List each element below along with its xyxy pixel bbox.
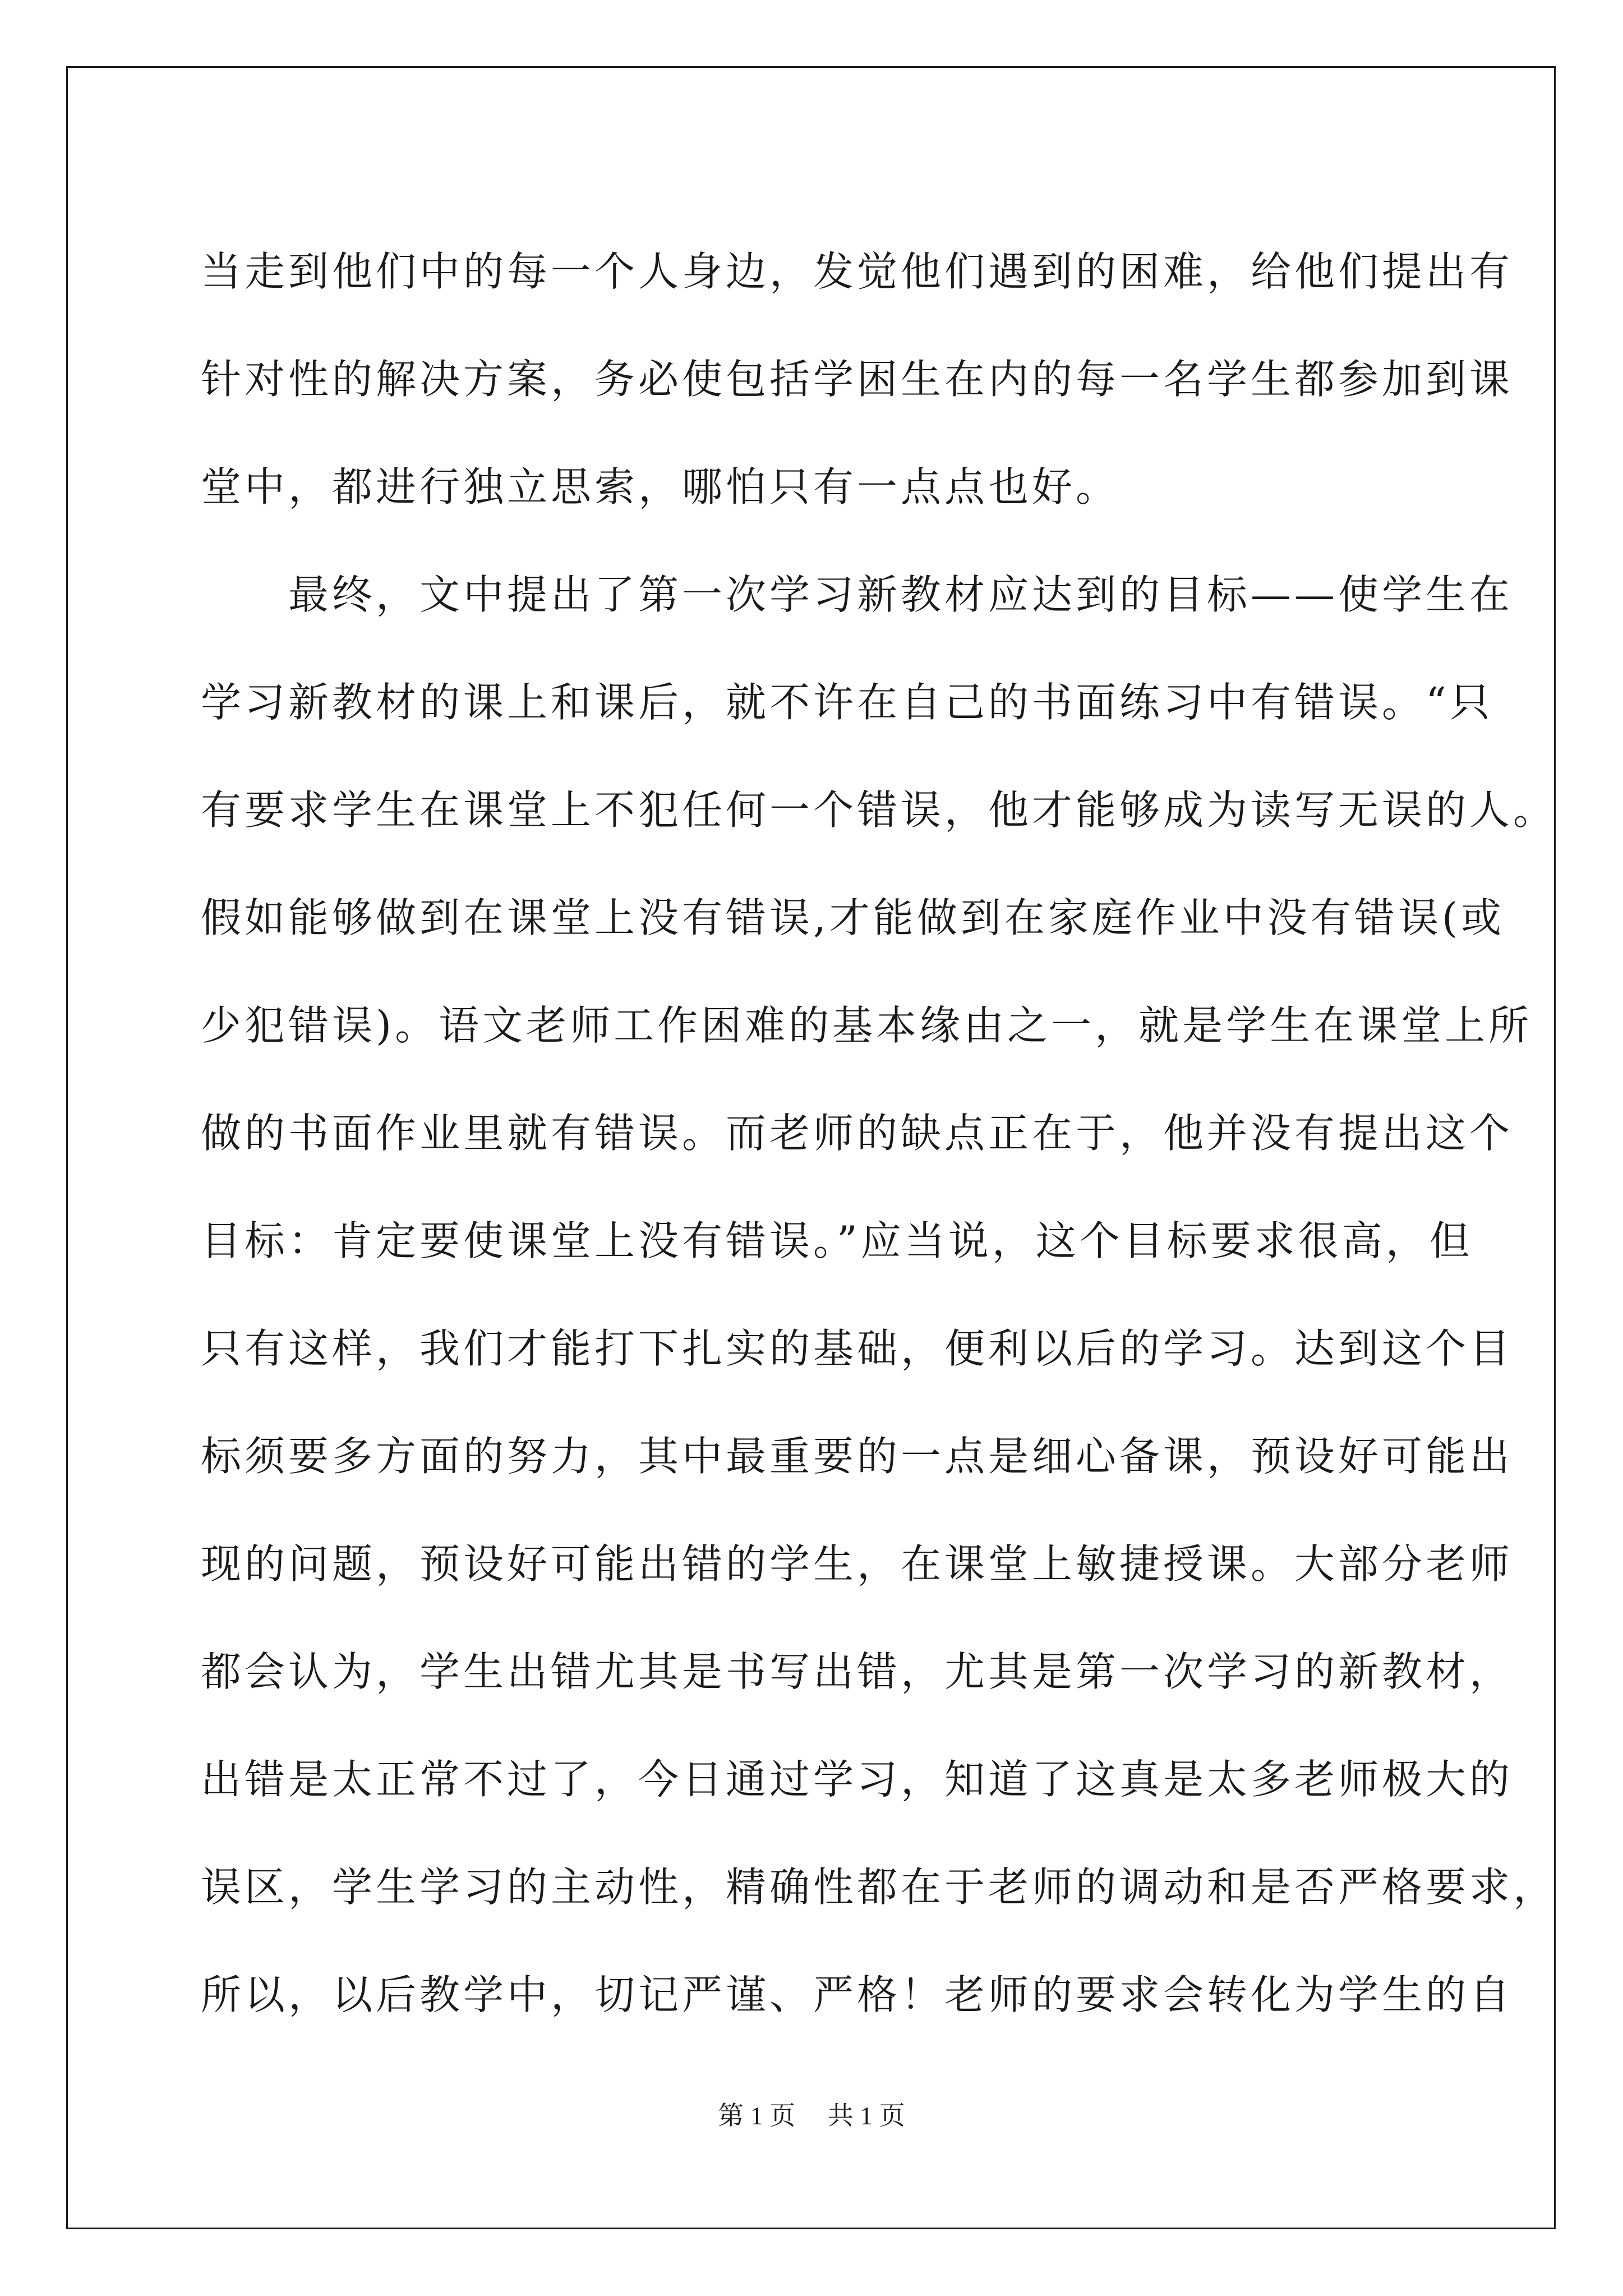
text-line: 最终，文中提出了第一次学习新教材应达到的目标——使学生在 xyxy=(201,571,1514,618)
text-line: 目标：肯定要使课堂上没有错误。”应当说，这个目标要求很高，但 xyxy=(201,1217,1473,1264)
document-body xyxy=(201,218,1557,2049)
text-line: 当走到他们中的每一个人身边，发觉他们遇到的困难，给他们提出有 xyxy=(201,248,1514,295)
text-line: 假如能够做到在课堂上没有错误,才能做到在家庭作业中没有错误(或 xyxy=(201,894,1505,941)
text-line: 少犯错误)。语文老师工作困难的基本缘由之一，就是学生在课堂上所 xyxy=(201,1002,1533,1049)
text-line: 针对性的解决方案，务必使包括学困生在内的每一名学生都参加到课 xyxy=(201,356,1514,403)
text-line: 出错是太正常不过了，今日通过学习，知道了这真是太多老师极大的 xyxy=(201,1756,1514,1803)
text-line: 误区，学生学习的主动性，精确性都在于老师的调动和是否严格要求， xyxy=(201,1864,1557,1911)
text-line: 有要求学生在课堂上不犯任何一个错误，他才能够成为读写无误的人。 xyxy=(201,786,1557,834)
text-line: 现的问题，预设好可能出错的学生，在课堂上敏捷授课。大部分老师 xyxy=(201,1540,1514,1588)
text-line: 只有这样，我们才能打下扎实的基础，便利以后的学习。达到这个目 xyxy=(201,1325,1514,1372)
text-line: 都会认为，学生出错尤其是书写出错，尤其是第一次学习的新教材， xyxy=(201,1648,1514,1695)
text-line: 堂中，都进行独立思索，哪怕只有一点点也好。 xyxy=(201,463,1120,510)
text-line: 学习新教材的课上和课后，就不许在自己的书面练习中有错误。“只 xyxy=(201,679,1493,726)
text-line: 所以，以后教学中，切记严谨、严格！老师的要求会转化为学生的自 xyxy=(201,1971,1514,2018)
text-line: 标须要多方面的努力，其中最重要的一点是细心备课，预设好可能出 xyxy=(201,1433,1514,1480)
text-line: 做的书面作业里就有错误。而老师的缺点正在于，他并没有提出这个 xyxy=(201,1110,1514,1157)
page-number-footer: 第 1 页 共 1 页 xyxy=(718,2101,905,2130)
